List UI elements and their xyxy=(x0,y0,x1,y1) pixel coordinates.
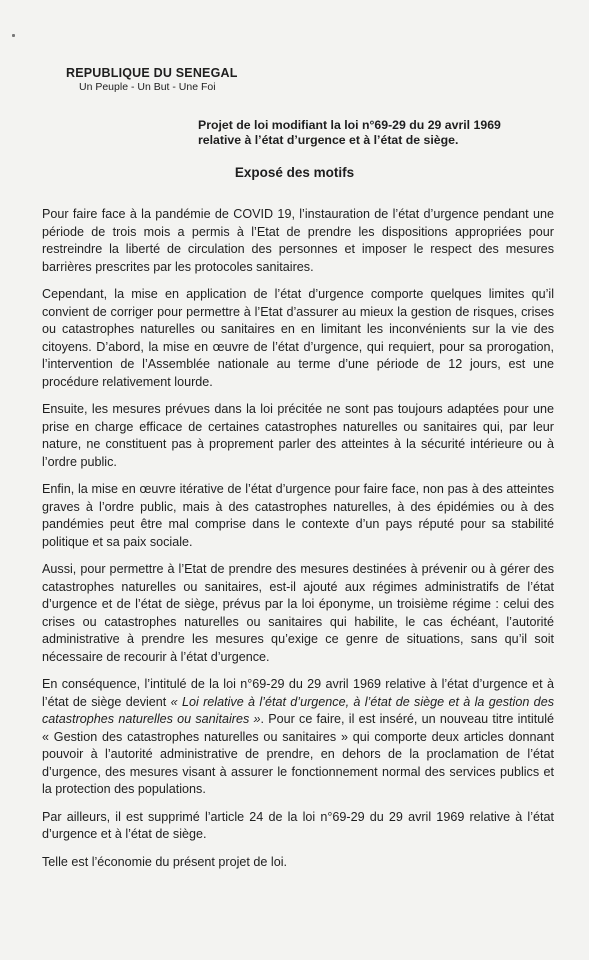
paragraph-3: Ensuite, les mesures prévues dans la loi précitée ne sont pas toujours adaptées pour une prise en charge efficace de certaines catastrophes naturelles ou sanitaires qui, par leur nature, ne constituent pas à proprement parler des atteintes à la sécurité intérieure ou à l’ordre public. xyxy=(42,402,554,469)
paragraph-7: Par ailleurs, il est supprimé l’article 24 de la loi n°69-29 du 29 avril 1969 relative à l’état d’urgence et à l’état de siège. xyxy=(42,809,554,841)
document-body xyxy=(42,206,554,881)
section-title: Exposé des motifs xyxy=(234,165,355,180)
paragraph-8: Telle est l’économie du présent projet de loi. xyxy=(42,854,288,869)
scan-speck xyxy=(12,34,15,37)
paragraph-1: Pour faire face à la pandémie de COVID 19, l’instauration de l’état d’urgence pendant une période de trois mois a permis à l’Etat de prendre les dispositions appropriées pour restreindre la liberté de circulation des personnes et imposer le respect des mesures barrières prescrites par les protocoles sanitaires. xyxy=(42,207,554,274)
bill-title-line-1: Projet de loi modifiant la loi n°69-29 du 29 avril 1969 xyxy=(198,118,501,132)
paragraph-5: Aussi, pour permettre à l’Etat de prendre des mesures destinées à prévenir ou à gérer des catastrophes naturelles ou sanitaires, est-il ajouté aux régimes administratifs de l’état d’urgence et de l’état de siège, prévus par la loi éponyme, un troisième régime : celui des crises ou catastrophes naturelles ou sanitaires qui habilite, le cas échéant, l’autorité administrative à prendre les mesures qu’exige ce genre de situations, sans qu’il soit nécessaire de recourir à l’état d’urgence. xyxy=(42,562,554,664)
letterhead xyxy=(66,66,238,93)
paragraph-6-intro: En conséquence, l’intitulé de la loi n°69-29 du 29 avril 1969 relative à l’état d’urgence et à l’état de siège devient xyxy=(42,677,554,709)
paragraph-2: Cependant, la mise en application de l’état d’urgence comporte quelques limites qu’il convient de corriger pour permettre à l’Etat d’assurer au mieux la gestion de risques, crises ou catastrophes naturelles ou sanitaires en en limitant les inconvénients sur la vie des citoyens. D’abord, la mise en œuvre de l’état d’urgence, qui requiert, pour sa prorogation, l’intervention de l’Assemblée nationale au terme d’une période de 12 jours, est une procédure relativement lourde. xyxy=(42,287,554,389)
paragraph-6-new-title: « Loi relative à l’état d’urgence, à l’état de siège et à la gestion des catastrophes naturelles ou sanitaires » xyxy=(42,694,554,726)
paragraph-6 xyxy=(42,676,554,799)
bill-title-line-2: relative à l’état d’urgence et à l’état de siège. xyxy=(198,133,459,147)
national-motto: Un Peuple - Un But - Une Foi xyxy=(79,81,216,93)
bill-title xyxy=(198,118,558,148)
republic-title: REPUBLIQUE DU SENEGAL xyxy=(66,66,238,80)
paragraph-4: Enfin, la mise en œuvre itérative de l’état d’urgence pour faire face, non pas à des atteintes graves à l’ordre public, mais à des catastrophes naturelles, à des épidémies ou à des pandémies peut être mal comprise dans le contexte d’un pays réputé pour sa stabilité politique et sa paix sociale. xyxy=(42,482,554,549)
paragraph-6-rest: . Pour ce faire, il est inséré, un nouveau titre intitulé « Gestion des catastrophes naturelles ou sanitaires » qui comporte deux articles donnant pouvoir à l’autorité administrative de prendre, en dehors de la proclamation de l’état d’urgence, des mesures visant à assurer le fonctionnement normal des services publics et la protection des populations. xyxy=(42,712,554,796)
